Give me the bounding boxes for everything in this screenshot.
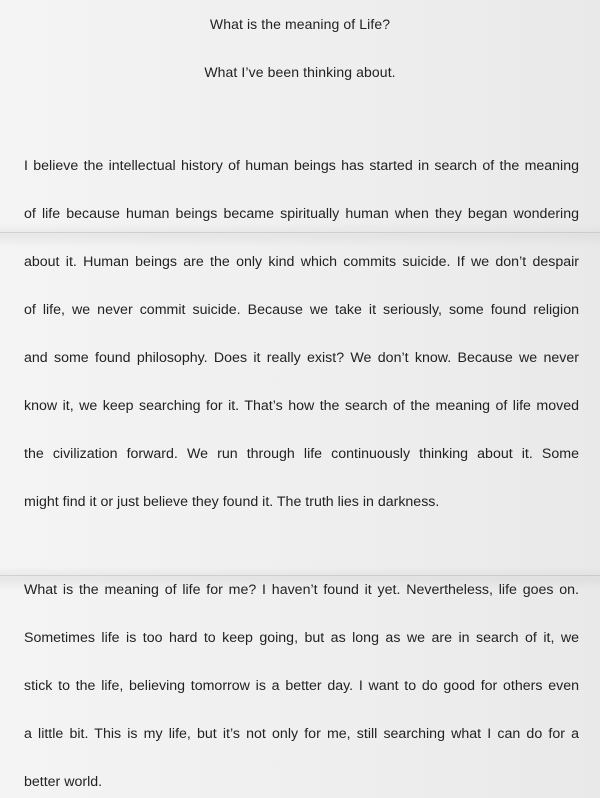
text-line: know it, we keep searching for it. That’s how the search of the meaning of life moved [24, 398, 579, 414]
text-line: the civilization forward. We run through life continuously thinking about it. Some [24, 446, 579, 462]
text-line: of life because human beings became spiritually human when they began wondering [24, 206, 579, 222]
document-title: What is the meaning of Life? [209, 16, 391, 32]
text-line: stick to the life, believing tomorrow is a better day. I want to do good for others even [24, 678, 579, 694]
text-line: What is the meaning of life for me? I haven’t found it yet. Nevertheless, life goes on. [24, 582, 579, 598]
paragraph-2 [24, 581, 579, 798]
text-line: and some found philosophy. Does it really exist? We don’t know. Because we never [24, 350, 579, 366]
text-line: about it. Human beings are the only kind which commits suicide. If we don’t despair [24, 254, 579, 270]
text-line: a little bit. This is my life, but it’s not only for me, still searching what I can do for a [24, 726, 579, 742]
text-line: I believe the intellectual history of human beings has started in search of the meaning [24, 158, 579, 174]
document-subtitle: What I’ve been thinking about. [204, 64, 396, 80]
text-line: might find it or just believe they found it. The truth lies in darkness. [24, 494, 440, 510]
text-line: Sometimes life is too hard to keep going, but as long as we are in search of it, we [24, 630, 579, 646]
text-line: of life, we never commit suicide. Because we take it seriously, some found religion [24, 302, 579, 318]
paper-fold-line [0, 575, 600, 576]
paragraph-1 [24, 157, 579, 541]
text-line: better world. [24, 774, 103, 790]
